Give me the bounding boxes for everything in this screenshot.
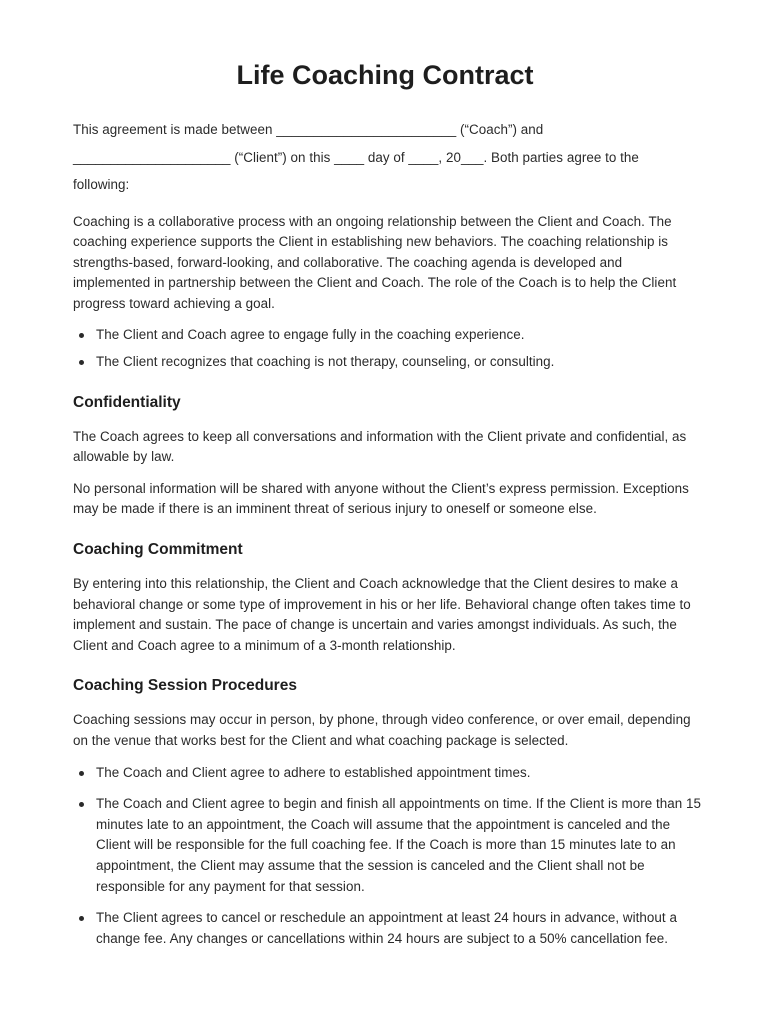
list-item: The Client and Coach agree to engage fully in the coaching experience. <box>96 325 703 346</box>
procedures-paragraph: Coaching sessions may occur in person, by phone, through video conference, or over email, depending on the venue that works best for the Client and what coaching package is selected. <box>73 712 691 748</box>
confidentiality-heading: Confidentiality <box>73 393 181 411</box>
overview-paragraph: Coaching is a collaborative process with an ongoing relationship between the Client and Coach. The coaching experience supports the Client in establishing new behaviors. The coaching relationship is strengths-based, forward-looking, and collaborative. The coaching agenda is developed and implemented in partnership between the Client and Coach. The role of the Coach is to help the Client progress toward achieving a goal. <box>73 213 677 311</box>
list-item: The Client recognizes that coaching is not therapy, counseling, or consulting. <box>96 352 703 373</box>
overview-bullet-list <box>73 325 703 372</box>
confidentiality-paragraph-1: The Coach agrees to keep all conversations and information with the Client private and confidential, as allowable by law. <box>73 428 687 465</box>
document-body <box>73 116 703 949</box>
commitment-heading: Coaching Commitment <box>73 541 243 559</box>
list-item: The Coach and Client agree to adhere to established appointment times. <box>96 763 703 784</box>
intro-line-1: This agreement is made between ________________________ (“Coach”) and <box>73 122 544 137</box>
intro-line-2: _____________________ (“Client”) on this ____ day of ____, 20___. Both parties agree to the <box>73 149 639 165</box>
document-title: Life Coaching Contract <box>236 60 534 90</box>
list-item: The Client agrees to cancel or reschedule an appointment at least 24 hours in advance, without a change fee. Any changes or cancellations within 24 hours are subject to a 50% cancellation fee. <box>96 908 703 949</box>
confidentiality-paragraph-2: No personal information will be shared with anyone without the Client’s express permission. Exceptions may be made if there is an imminent threat of serious injury to oneself or someone else. <box>73 480 689 517</box>
procedures-bullet-list <box>73 763 703 950</box>
procedures-heading: Coaching Session Procedures <box>73 677 297 695</box>
list-item: The Coach and Client agree to begin and finish all appointments on time. If the Client is more than 15 minutes late to an appointment, the Coach will assume that the appointment is canceled and the Client will be responsible for the full coaching fee. If the Coach is more than 15 minutes late to an appointment, the Client may assume that the session is canceled and the Client shall not be responsible for any payment for that session. <box>96 794 703 897</box>
commitment-paragraph: By entering into this relationship, the Client and Coach acknowledge that the Client desires to make a behavioral change or some type of improvement in his or her life. Behavioral change often takes time to implement and sustain. The pace of change is uncertain and varies amongst individuals. As such, the Client and Coach agree to a minimum of a 3-month relationship. <box>73 576 691 653</box>
intro-line-3: following: <box>73 177 130 192</box>
